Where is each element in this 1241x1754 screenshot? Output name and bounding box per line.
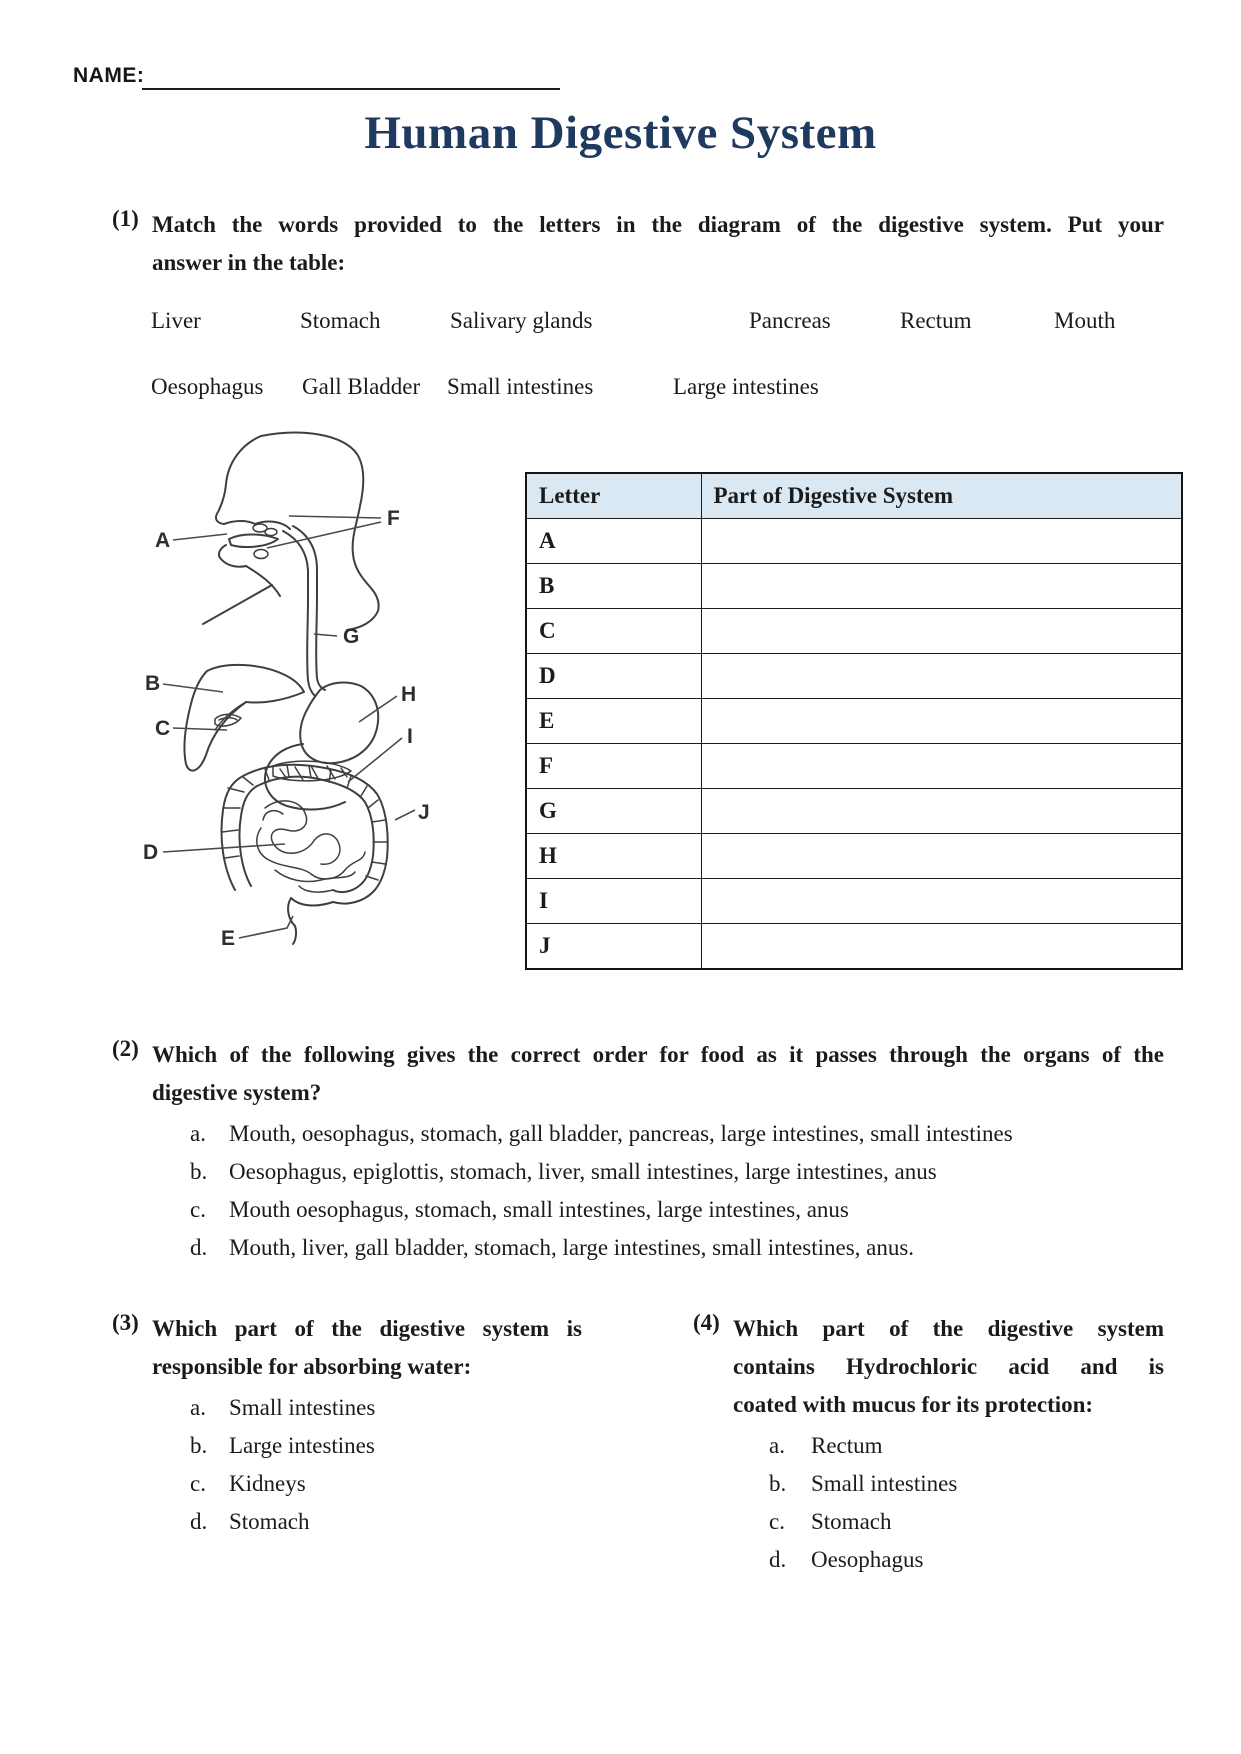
option-d bbox=[769, 1541, 1164, 1579]
letter-cell: F bbox=[526, 744, 701, 789]
question-1 bbox=[112, 206, 1164, 282]
option-marker: a. bbox=[769, 1433, 785, 1458]
answer-table bbox=[525, 472, 1183, 970]
option-marker: a. bbox=[190, 1121, 206, 1146]
option-text: Stomach bbox=[811, 1509, 892, 1534]
question-4-line2: contains Hydrochloric acid and is bbox=[733, 1354, 1164, 1379]
word-bank-gall-bladder: Gall Bladder bbox=[302, 374, 421, 399]
letter-cell: E bbox=[526, 699, 701, 744]
word-bank-liver: Liver bbox=[151, 308, 201, 333]
option-marker: b. bbox=[769, 1471, 787, 1496]
diagram-label-b: B bbox=[145, 672, 161, 695]
diagram-label-j: J bbox=[418, 801, 430, 824]
question-4-number: (4) bbox=[693, 1310, 720, 1335]
question-1-line1: Match the words provided to the letters in the diagram of the digestive system. Put your bbox=[152, 212, 1164, 237]
option-d bbox=[190, 1229, 1164, 1267]
answer-cell[interactable] bbox=[701, 699, 1182, 744]
table-row bbox=[526, 699, 1182, 744]
word-bank-small-intestines: Small intestines bbox=[447, 374, 594, 399]
option-marker: c. bbox=[769, 1509, 785, 1534]
question-2-options bbox=[190, 1115, 1164, 1267]
option-a bbox=[769, 1427, 1164, 1465]
word-bank-large-intestines: Large intestines bbox=[673, 374, 819, 399]
option-text: Small intestines bbox=[229, 1395, 376, 1420]
question-3-line1: Which part of the digestive system is bbox=[152, 1316, 582, 1341]
option-c bbox=[190, 1465, 582, 1503]
option-marker: c. bbox=[190, 1197, 206, 1222]
option-marker: d. bbox=[769, 1547, 787, 1572]
table-row bbox=[526, 744, 1182, 789]
table-row bbox=[526, 924, 1182, 970]
question-4-options bbox=[769, 1427, 1164, 1579]
answer-cell[interactable] bbox=[701, 609, 1182, 654]
letter-cell: D bbox=[526, 654, 701, 699]
table-header-letter: Letter bbox=[526, 473, 701, 519]
option-text: Stomach bbox=[229, 1509, 310, 1534]
option-b bbox=[190, 1427, 582, 1465]
question-1-line2: answer in the table: bbox=[152, 250, 346, 275]
option-text: Mouth oesophagus, stomach, small intestines, large intestines, anus bbox=[229, 1197, 849, 1222]
word-bank-rectum: Rectum bbox=[900, 308, 972, 333]
table-row bbox=[526, 654, 1182, 699]
question-1-number: (1) bbox=[112, 206, 139, 231]
question-3-line2: responsible for absorbing water: bbox=[152, 1354, 472, 1379]
answer-cell[interactable] bbox=[701, 879, 1182, 924]
word-bank-stomach: Stomach bbox=[300, 308, 381, 333]
page-title: Human Digestive System bbox=[364, 107, 877, 159]
answer-cell[interactable] bbox=[701, 654, 1182, 699]
option-text: Small intestines bbox=[811, 1471, 958, 1496]
answer-cell[interactable] bbox=[701, 834, 1182, 879]
option-marker: a. bbox=[190, 1395, 206, 1420]
option-marker: d. bbox=[190, 1235, 208, 1260]
option-c bbox=[190, 1191, 1164, 1229]
option-text: Oesophagus bbox=[811, 1547, 924, 1572]
answer-cell[interactable] bbox=[701, 924, 1182, 970]
diagram-label-a: A bbox=[155, 529, 171, 552]
question-4-line1: Which part of the digestive system bbox=[733, 1316, 1164, 1341]
option-text: Oesophagus, epiglottis, stomach, liver, small intestines, large intestines, anus bbox=[229, 1159, 937, 1184]
table-row bbox=[526, 609, 1182, 654]
option-text: Large intestines bbox=[229, 1433, 375, 1458]
word-bank-salivary-glands: Salivary glands bbox=[450, 308, 593, 333]
diagram-label-h: H bbox=[401, 683, 417, 706]
letter-cell: A bbox=[526, 519, 701, 564]
diagram-label-c: C bbox=[155, 717, 171, 740]
word-bank-pancreas: Pancreas bbox=[749, 308, 831, 333]
option-a bbox=[190, 1389, 582, 1427]
answer-cell[interactable] bbox=[701, 564, 1182, 609]
diagram-label-f: F bbox=[387, 507, 400, 530]
table-header-row bbox=[526, 473, 1182, 519]
option-marker: b. bbox=[190, 1159, 208, 1184]
answer-cell[interactable] bbox=[701, 519, 1182, 564]
option-text: Kidneys bbox=[229, 1471, 306, 1496]
letter-cell: G bbox=[526, 789, 701, 834]
digestive-system-diagram bbox=[115, 428, 475, 958]
option-b bbox=[190, 1153, 1164, 1191]
option-marker: c. bbox=[190, 1471, 206, 1496]
question-3-options bbox=[190, 1389, 582, 1541]
letter-cell: J bbox=[526, 924, 701, 970]
word-bank-mouth: Mouth bbox=[1054, 308, 1116, 333]
letter-cell: C bbox=[526, 609, 701, 654]
word-bank-oesophagus: Oesophagus bbox=[151, 374, 264, 399]
question-2-line1: Which of the following gives the correct order for food as it passes through the organs of the bbox=[152, 1042, 1164, 1067]
question-4-line3: coated with mucus for its protection: bbox=[733, 1392, 1094, 1417]
option-text: Rectum bbox=[811, 1433, 883, 1458]
question-3 bbox=[112, 1310, 582, 1541]
option-b bbox=[769, 1465, 1164, 1503]
option-c bbox=[769, 1503, 1164, 1541]
diagram-label-d: D bbox=[143, 841, 159, 864]
diagram-label-i: I bbox=[407, 725, 413, 748]
option-marker: b. bbox=[190, 1433, 208, 1458]
answer-cell[interactable] bbox=[701, 789, 1182, 834]
table-row bbox=[526, 879, 1182, 924]
question-3-number: (3) bbox=[112, 1310, 139, 1335]
name-label: NAME: bbox=[73, 64, 145, 87]
question-4 bbox=[693, 1310, 1164, 1579]
option-text: Mouth, liver, gall bladder, stomach, large intestines, small intestines, anus. bbox=[229, 1235, 915, 1260]
option-marker: d. bbox=[190, 1509, 208, 1534]
letter-cell: B bbox=[526, 564, 701, 609]
letter-cell: I bbox=[526, 879, 701, 924]
option-a bbox=[190, 1115, 1164, 1153]
diagram-label-e: E bbox=[221, 927, 236, 950]
table-row bbox=[526, 519, 1182, 564]
question-2-line2: digestive system? bbox=[152, 1080, 322, 1105]
table-row bbox=[526, 564, 1182, 609]
diagram-label-g: G bbox=[343, 625, 360, 648]
table-header-part: Part of Digestive System bbox=[701, 473, 1182, 519]
table-row bbox=[526, 834, 1182, 879]
diagram-artwork bbox=[184, 433, 387, 944]
option-text: Mouth, oesophagus, stomach, gall bladder, pancreas, large intestines, small intestines bbox=[229, 1121, 1013, 1146]
question-2 bbox=[112, 1036, 1164, 1267]
table-row bbox=[526, 789, 1182, 834]
name-blank-line[interactable] bbox=[142, 64, 560, 90]
question-2-number: (2) bbox=[112, 1036, 139, 1061]
option-d bbox=[190, 1503, 582, 1541]
letter-cell: H bbox=[526, 834, 701, 879]
answer-cell[interactable] bbox=[701, 744, 1182, 789]
